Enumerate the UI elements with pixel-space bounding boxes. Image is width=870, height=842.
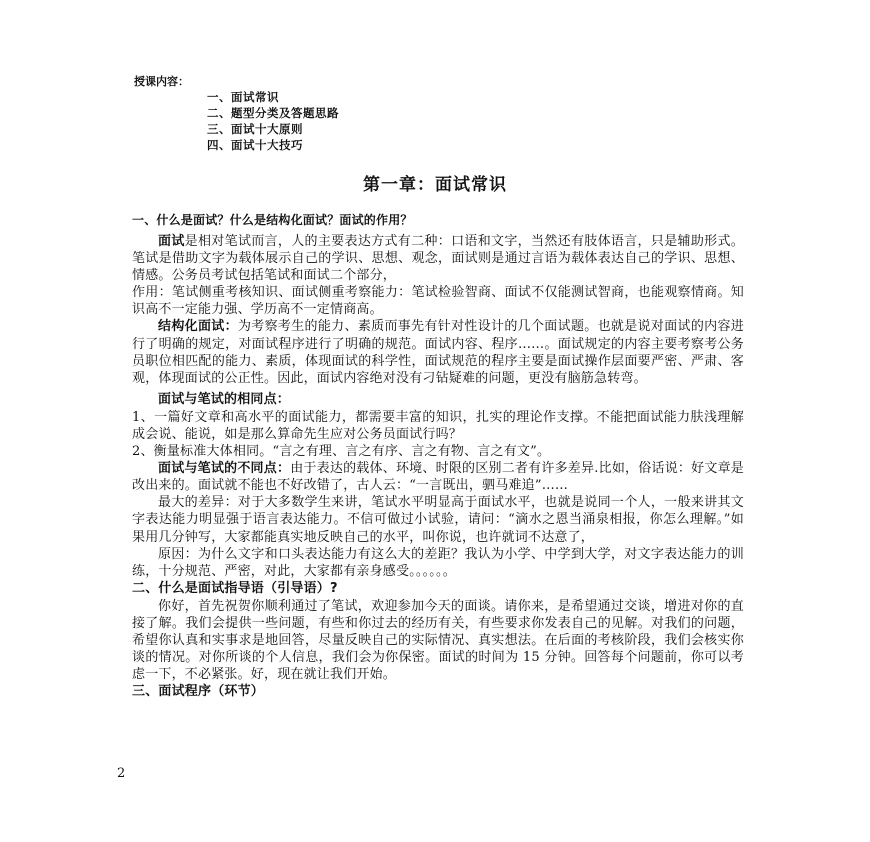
section-heading: 一、什么是面试？什么是结构化面试？面试的作用？ bbox=[132, 213, 413, 227]
section-heading: 三、面试程序（环节） bbox=[132, 684, 265, 700]
outline-item: 一、面试常识 bbox=[207, 90, 279, 104]
section-heading: 二、什么是面试指导语（引导语）? bbox=[132, 580, 338, 596]
paragraph: 面试是相对笔试而言，人的主要表达方式有二种：口语和文字，当然还有肢体语言，只是辅助形式。笔试是借助文字为载体展示自己的学识、思想、观念，面试则是通过言语为载体表达自己的学识、思想、情感。公务员考试包括笔试和面试二个部分， bbox=[132, 234, 745, 284]
page-number: 2 bbox=[117, 766, 126, 781]
paragraph: 2、衡量标准大体相同。“言之有理、言之有序、言之有物、言之有文”。 bbox=[132, 444, 551, 460]
chapter-title: 第一章：面试常识 bbox=[363, 175, 507, 195]
paragraph: 面试与笔试的不同点：由于表达的载体、环境、时限的区别二者有许多差异.比如，俗话说：好文章是改出来的。面试就不能也不好改错了，古人云：“一言既出，驷马难追”…… bbox=[132, 461, 744, 494]
paragraph: 1、一篇好文章和高水平的面试能力，都需要丰富的知识，扎实的理论作支撑。不能把面试能力肤浅理解成会说、能说，如是那么算命先生应对公务员面试行吗？ bbox=[132, 409, 744, 442]
outline-item: 三、面试十大原则 bbox=[207, 122, 303, 136]
paragraph: 你好，首先祝贺你顺利通过了笔试，欢迎参加今天的面谈。请你来，是希望通过交谈，增进对你的直接了解。我们会提供一些问题，有些和你过去的经历有关，有些要求你发表自己的见解。对我们的问题，希望你认真和实事求是地回答，尽量反映自己的实际情况、真实想法。在后面的考核阶段，我们会核实你谈的情况。对你所谈的个人信息，我们会为你保密。面试的时间为 15 分钟。回答每个问题前，你可以考虑一下，不必紧张。好，现在就让我们开始。 bbox=[132, 598, 744, 683]
outline-item: 四、面试十大技巧 bbox=[207, 138, 303, 152]
paragraph: 原因：为什么文字和口头表达能力有这么大的差距？我认为小学、中学到大学，对文字表达能力的训练，十分规范、严密，对此，大家都有亲身感受。。。。。。 bbox=[132, 546, 744, 579]
paragraph: 最大的差异：对于大多数学生来讲，笔试水平明显高于面试水平，也就是说同一个人，一般来讲其文字表达能力明显强于语言表达能力。不信可做过小试验，请问：“滴水之恩当涌泉相报，你怎么理解。”如果用几分钟写，大家都能真实地反映自己的水平，叫你说，也许就词不达意了， bbox=[132, 495, 744, 545]
keyword: 面试与笔试的不同点： bbox=[158, 461, 291, 477]
paragraph: 结构化面试：为考察考生的能力、素质而事先有针对性设计的几个面试题。也就是说对面试的内容进行了明确的规定，对面试程序进行了明确的规范。面试内容、程序……。面试规定的内容主要考察考公务员职位相匹配的能力、素质，体现面试的科学性，面试规范的程序主要是面试操作层面要严密、严肃、客观，体现面试的公正性。因此，面试内容绝对没有刁钻疑难的问题，更没有脑筋急转弯。 bbox=[132, 319, 745, 386]
keyword: 面试 bbox=[158, 234, 185, 249]
body-text bbox=[132, 212, 744, 701]
outline-label: 授课内容： bbox=[134, 75, 189, 88]
outline-item: 二、题型分类及答题思路 bbox=[207, 106, 339, 120]
keyword: 结构化面试： bbox=[158, 319, 238, 335]
subheading: 面试与笔试的相同点： bbox=[158, 391, 291, 407]
paragraph: 作用：笔试侧重考核知识、面试侧重考察能力：笔试检验智商、面试不仅能测试智商，也能观察情商。知识高不一定能力强、学历高不一定情商高。 bbox=[132, 285, 744, 318]
